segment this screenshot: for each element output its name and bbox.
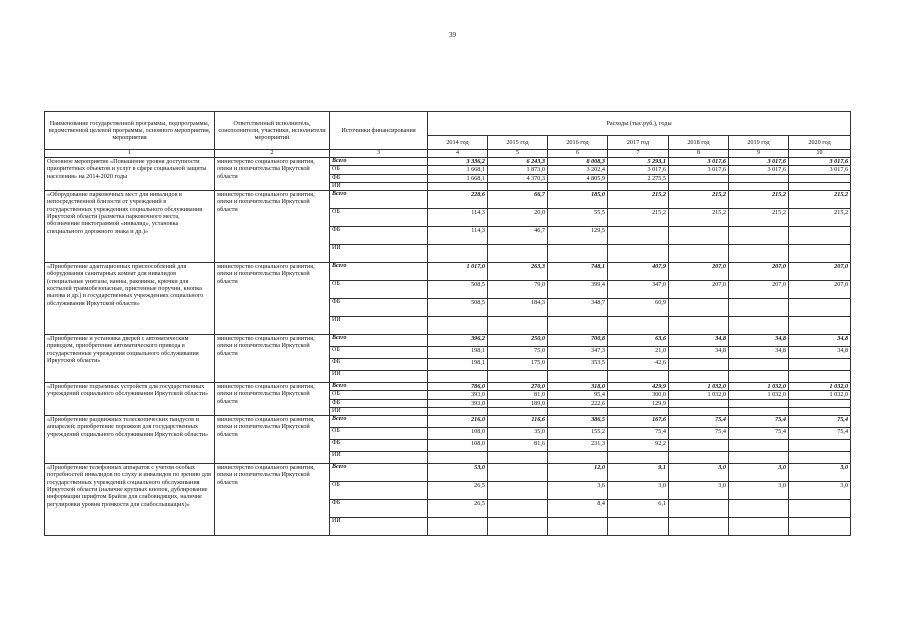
expense-value: [428, 245, 488, 263]
expense-value: 231,3: [548, 440, 608, 452]
expense-value: [488, 464, 548, 482]
budget-table: [44, 111, 851, 536]
expense-value: [729, 359, 789, 371]
expense-value: 6,1: [608, 500, 669, 518]
expense-value: 300,0: [608, 391, 669, 399]
expense-value: 700,8: [548, 335, 608, 347]
expense-value: [488, 408, 548, 416]
budget-row: [45, 158, 851, 166]
expense-value: [669, 500, 729, 518]
expense-value: 1 032,0: [729, 391, 789, 399]
expense-value: [488, 317, 548, 335]
expense-value: 215,2: [608, 209, 669, 227]
expense-value: 215,2: [789, 209, 851, 227]
expense-value: 3 017,6: [608, 166, 669, 174]
funding-source: Всего: [330, 191, 428, 209]
expense-value: 75,4: [729, 428, 789, 440]
expense-value: 3 017,6: [729, 158, 789, 166]
budget-row: [45, 263, 851, 281]
header-expenses: Расходы (тыс.руб.), годы: [428, 112, 851, 136]
expense-value: [789, 518, 851, 536]
expense-value: 1 032,0: [669, 391, 729, 399]
expense-value: [789, 399, 851, 407]
expense-value: 198,1: [428, 359, 488, 371]
expense-value: 228,6: [428, 191, 488, 209]
expense-value: 12,0: [548, 464, 608, 482]
expense-value: 108,0: [428, 428, 488, 440]
expense-value: 347,0: [608, 281, 669, 299]
year-header: 2020 год: [789, 136, 851, 150]
funding-source: ИИ: [330, 371, 428, 383]
expense-value: 53,0: [428, 464, 488, 482]
expense-value: 1 032,0: [789, 383, 851, 391]
expense-value: 348,7: [548, 299, 608, 317]
expense-value: 216,0: [428, 416, 488, 428]
expense-value: [729, 440, 789, 452]
expense-value: 393,0: [428, 391, 488, 399]
expense-value: 63,6: [608, 335, 669, 347]
funding-source: ИИ: [330, 317, 428, 335]
expense-value: [669, 299, 729, 317]
expense-value: 207,0: [789, 263, 851, 281]
expense-value: 207,0: [789, 281, 851, 299]
responsible-executor: министерство социального развития, опеки и попечительства Иркутской области: [215, 464, 330, 536]
col-number: 2: [215, 150, 330, 158]
funding-source: ФБ: [330, 227, 428, 245]
expense-value: 175,0: [488, 359, 548, 371]
budget-row: [45, 464, 851, 482]
expense-value: 353,5: [548, 359, 608, 371]
expense-value: [729, 399, 789, 407]
expense-value: 3,0: [729, 464, 789, 482]
expense-value: 2 275,5: [608, 174, 669, 182]
expense-value: 46,7: [488, 227, 548, 245]
expense-value: 3,0: [789, 464, 851, 482]
expense-value: [729, 500, 789, 518]
funding-source: ОБ: [330, 482, 428, 500]
budget-row: [45, 383, 851, 391]
expense-value: 215,2: [729, 209, 789, 227]
funding-source: ИИ: [330, 183, 428, 191]
expense-value: 79,0: [488, 281, 548, 299]
expense-value: [428, 452, 488, 464]
expense-value: 3,0: [669, 482, 729, 500]
funding-source: Всего: [330, 263, 428, 281]
expense-value: 155,2: [548, 428, 608, 440]
col-number: 8: [669, 150, 729, 158]
col-number: 10: [789, 150, 851, 158]
expense-value: 9,1: [608, 464, 669, 482]
activity-name: «Оборудование парковочных мест для инвалидов в непосредственной близости от учреждений в государственных учреждениях социального обслуживания Иркутской области (разметка парковочного места, обозначение пиктограммой «инвалид», установка специального дорожного знака и др.)»: [45, 191, 215, 263]
expense-value: 81,0: [488, 391, 548, 399]
expense-value: 75,4: [608, 428, 669, 440]
expense-value: 8 008,3: [548, 158, 608, 166]
expense-value: [789, 299, 851, 317]
expense-value: [669, 317, 729, 335]
expense-value: 75,4: [669, 416, 729, 428]
expense-value: [789, 440, 851, 452]
col-number: 3: [330, 150, 428, 158]
funding-source: Всего: [330, 383, 428, 391]
expense-value: 34,8: [789, 347, 851, 359]
expense-value: 34,8: [729, 347, 789, 359]
header-responsible: Ответственный исполнитель, соисполнители, участники, исполнители мероприятий: [215, 112, 330, 150]
expense-value: [729, 452, 789, 464]
funding-source: Всего: [330, 416, 428, 428]
expense-value: 3 017,6: [789, 166, 851, 174]
expense-value: 20,0: [488, 209, 548, 227]
expense-value: 4 370,3: [488, 174, 548, 182]
expense-value: 1 017,0: [428, 263, 488, 281]
responsible-executor: министерство социального развития, опеки и попечительства Иркутской области: [215, 263, 330, 335]
funding-source: Всего: [330, 464, 428, 482]
expense-value: 6 243,3: [488, 158, 548, 166]
expense-value: 3,0: [789, 482, 851, 500]
expense-value: [789, 359, 851, 371]
expense-value: [669, 227, 729, 245]
expense-value: 250,0: [488, 335, 548, 347]
expense-value: [729, 317, 789, 335]
expense-value: 81,6: [488, 440, 548, 452]
responsible-executor: министерство социального развития, опеки и попечительства Иркутской области: [215, 191, 330, 263]
header-name: Наименование государственной программы, подпрограммы, ведомственной целевой программы, основного мероприятия, мероприятия: [45, 112, 215, 150]
expense-value: 429,9: [608, 383, 669, 391]
expense-value: [548, 408, 608, 416]
activity-name: «Приобретение телефонных аппаратов с учетом особых потребностей инвалидов по слуху и инвалидов по зрению для государственных учреждений социального обслуживания Иркутской области (наличие крупных кнопок, дублирование информации шрифтом Брайля для слабовидящих, наличие регулировки уровня громкости для слабослышащих)»: [45, 464, 215, 536]
expense-value: [428, 408, 488, 416]
expense-value: [669, 452, 729, 464]
expense-value: [789, 174, 851, 182]
expense-value: 34,8: [789, 335, 851, 347]
expense-value: 5 293,1: [608, 158, 669, 166]
col-number: 6: [548, 150, 608, 158]
expense-value: [488, 500, 548, 518]
expense-value: 215,2: [608, 191, 669, 209]
expense-value: 748,1: [548, 263, 608, 281]
expense-value: [428, 371, 488, 383]
expense-value: 215,2: [669, 191, 729, 209]
expense-value: 215,2: [729, 191, 789, 209]
expense-value: 263,3: [488, 263, 548, 281]
expense-value: 1 032,0: [729, 383, 789, 391]
funding-source: ОБ: [330, 209, 428, 227]
expense-value: [488, 518, 548, 536]
expense-value: 3,6: [548, 482, 608, 500]
expense-value: [729, 299, 789, 317]
budget-row: [45, 335, 851, 347]
expense-value: 3 017,6: [789, 158, 851, 166]
expense-value: [729, 183, 789, 191]
expense-value: 215,2: [789, 191, 851, 209]
expense-value: 167,6: [608, 416, 669, 428]
header-sources: Источники финансирования: [330, 112, 428, 150]
funding-source: ФБ: [330, 440, 428, 452]
expense-value: 347,3: [548, 347, 608, 359]
expense-value: 386,5: [548, 416, 608, 428]
expense-value: [669, 408, 729, 416]
funding-source: ИИ: [330, 452, 428, 464]
expense-value: 1 873,0: [488, 166, 548, 174]
funding-source: Всего: [330, 335, 428, 347]
expense-value: 207,0: [729, 281, 789, 299]
expense-value: [669, 518, 729, 536]
expense-value: 3,0: [729, 482, 789, 500]
expense-value: 1 032,0: [789, 391, 851, 399]
expense-value: [729, 408, 789, 416]
expense-value: 3,0: [608, 482, 669, 500]
expense-value: [608, 245, 669, 263]
expense-value: [789, 227, 851, 245]
expense-value: [548, 183, 608, 191]
budget-row: [45, 191, 851, 209]
funding-source: ФБ: [330, 399, 428, 407]
expense-value: [488, 183, 548, 191]
expense-value: 3,0: [669, 464, 729, 482]
expense-value: 92,2: [608, 440, 669, 452]
expense-value: [548, 518, 608, 536]
expense-value: [488, 371, 548, 383]
expense-value: 34,8: [669, 347, 729, 359]
expense-value: [729, 518, 789, 536]
expense-value: [608, 227, 669, 245]
activity-name: «Приобретение подъемных устройств для государственных учреждений социального обслуживания Иркутской области»: [45, 383, 215, 416]
expense-value: [729, 245, 789, 263]
expense-value: 1 668,1: [428, 166, 488, 174]
expense-value: [669, 359, 729, 371]
expense-value: [729, 371, 789, 383]
budget-row: [45, 416, 851, 428]
expense-value: 407,9: [608, 263, 669, 281]
expense-value: [669, 245, 729, 263]
expense-value: 114,3: [428, 209, 488, 227]
expense-value: [488, 482, 548, 500]
expense-value: [669, 440, 729, 452]
expense-value: [669, 399, 729, 407]
expense-value: [548, 452, 608, 464]
page-number: 39: [449, 31, 456, 39]
expense-value: 1 032,0: [669, 383, 729, 391]
expense-value: [488, 452, 548, 464]
expense-value: 3 017,6: [669, 158, 729, 166]
funding-source: ФБ: [330, 359, 428, 371]
expense-value: 3 202,4: [548, 166, 608, 174]
expense-value: 95,4: [548, 391, 608, 399]
year-header: 2014 год: [428, 136, 488, 150]
expense-value: [789, 371, 851, 383]
funding-source: ОБ: [330, 428, 428, 440]
expense-value: 60,9: [608, 299, 669, 317]
activity-name: «Приобретение адаптационных приспособлений для оборудования санитарных комнат для инвалидов (специальные унитазы, ванны, раковины, крючки для костылей травмобезопасные, пристенные поручни, кнопка вызова и др.) в государственных учреждениях социального обслуживания Иркутской области»: [45, 263, 215, 335]
expense-value: 1 668,1: [428, 174, 488, 182]
funding-source: ФБ: [330, 500, 428, 518]
year-header: 2015 год: [488, 136, 548, 150]
funding-source: ОБ: [330, 347, 428, 359]
expense-value: 396,2: [428, 335, 488, 347]
year-header: 2019 год: [729, 136, 789, 150]
expense-value: 4 805,9: [548, 174, 608, 182]
expense-value: [608, 183, 669, 191]
expense-value: [488, 245, 548, 263]
year-header: 2016 год: [548, 136, 608, 150]
col-number: 9: [729, 150, 789, 158]
expense-value: 75,0: [488, 347, 548, 359]
funding-source: ИИ: [330, 245, 428, 263]
expense-value: 393,0: [428, 399, 488, 407]
expense-value: 75,4: [729, 416, 789, 428]
funding-source: ИИ: [330, 408, 428, 416]
funding-source: ОБ: [330, 281, 428, 299]
expense-value: 3 017,6: [729, 166, 789, 174]
expense-value: [789, 183, 851, 191]
activity-name: Основное мероприятие «Повышение уровня доступности приоритетных объектов и услуг в сфере социальной защиты населения» на 2014-2020 годы: [45, 158, 215, 191]
col-number: 5: [488, 150, 548, 158]
expense-value: [789, 452, 851, 464]
expense-value: 786,0: [428, 383, 488, 391]
expense-value: [789, 500, 851, 518]
year-header: 2017 год: [608, 136, 669, 150]
expense-value: 42,6: [608, 359, 669, 371]
expense-value: 270,0: [488, 383, 548, 391]
expense-value: [608, 452, 669, 464]
responsible-executor: министерство социального развития, опеки и попечительства Иркутской области: [215, 416, 330, 464]
expense-value: 185,0: [548, 191, 608, 209]
expense-value: [428, 518, 488, 536]
expense-value: [608, 518, 669, 536]
expense-value: 318,0: [548, 383, 608, 391]
expense-value: [789, 245, 851, 263]
responsible-executor: министерство социального развития, опеки и попечительства Иркутской области: [215, 158, 330, 191]
expense-value: 189,0: [488, 399, 548, 407]
expense-value: [428, 183, 488, 191]
expense-value: 26,5: [428, 482, 488, 500]
expense-value: 116,6: [488, 416, 548, 428]
expense-value: 207,0: [729, 263, 789, 281]
expense-value: 3 017,6: [669, 166, 729, 174]
expense-value: 399,4: [548, 281, 608, 299]
funding-source: ФБ: [330, 174, 428, 182]
activity-name: «Приобретение и установка дверей с автоматическим приводом, приобретение автоматического привода в государственные учреждения социального обслуживания Иркутской области»: [45, 335, 215, 383]
expense-value: 34,8: [669, 335, 729, 347]
expense-value: [608, 317, 669, 335]
expense-value: 21,0: [608, 347, 669, 359]
expense-value: 34,8: [729, 335, 789, 347]
expense-value: 207,0: [669, 263, 729, 281]
expense-value: [669, 174, 729, 182]
expense-value: 508,5: [428, 281, 488, 299]
funding-source: ОБ: [330, 166, 428, 174]
expense-value: [608, 408, 669, 416]
expense-value: 35,0: [488, 428, 548, 440]
expense-value: 66,7: [488, 191, 548, 209]
expense-value: 129,9: [608, 399, 669, 407]
expense-value: 508,5: [428, 299, 488, 317]
col-number: 1: [45, 150, 215, 158]
expense-value: [669, 371, 729, 383]
expense-value: [548, 371, 608, 383]
expense-value: [608, 371, 669, 383]
expense-value: 8,4: [548, 500, 608, 518]
expense-value: [428, 317, 488, 335]
col-number: 4: [428, 150, 488, 158]
activity-name: «Приобретение раздвижных телескопических пандусов и аппарелей; приобретение порожков для государственных учреждений социального обслуживания Иркутской области»: [45, 416, 215, 464]
expense-value: 222,6: [548, 399, 608, 407]
expense-value: 75,4: [789, 416, 851, 428]
expense-value: 26,5: [428, 500, 488, 518]
expense-value: [729, 227, 789, 245]
expense-value: [548, 317, 608, 335]
expense-value: 114,3: [428, 227, 488, 245]
expense-value: [789, 317, 851, 335]
col-number: 7: [608, 150, 669, 158]
year-header: 2018 год: [669, 136, 729, 150]
expense-value: 108,0: [428, 440, 488, 452]
expense-value: 129,5: [548, 227, 608, 245]
expense-value: 215,2: [669, 209, 729, 227]
expense-value: 55,5: [548, 209, 608, 227]
expense-value: 75,4: [789, 428, 851, 440]
expense-value: 207,0: [669, 281, 729, 299]
responsible-executor: министерство социального развития, опеки и попечительства Иркутской области: [215, 335, 330, 383]
expense-value: [669, 183, 729, 191]
funding-source: ИИ: [330, 518, 428, 536]
funding-source: ФБ: [330, 299, 428, 317]
funding-source: ОБ: [330, 391, 428, 399]
responsible-executor: министерство социального развития, опеки и попечительства Иркутской области: [215, 383, 330, 416]
expense-value: [729, 174, 789, 182]
expense-value: [548, 245, 608, 263]
expense-value: 75,4: [669, 428, 729, 440]
expense-value: 184,3: [488, 299, 548, 317]
expense-value: [789, 408, 851, 416]
funding-source: Всего: [330, 158, 428, 166]
expense-value: 198,1: [428, 347, 488, 359]
expense-value: 3 336,2: [428, 158, 488, 166]
